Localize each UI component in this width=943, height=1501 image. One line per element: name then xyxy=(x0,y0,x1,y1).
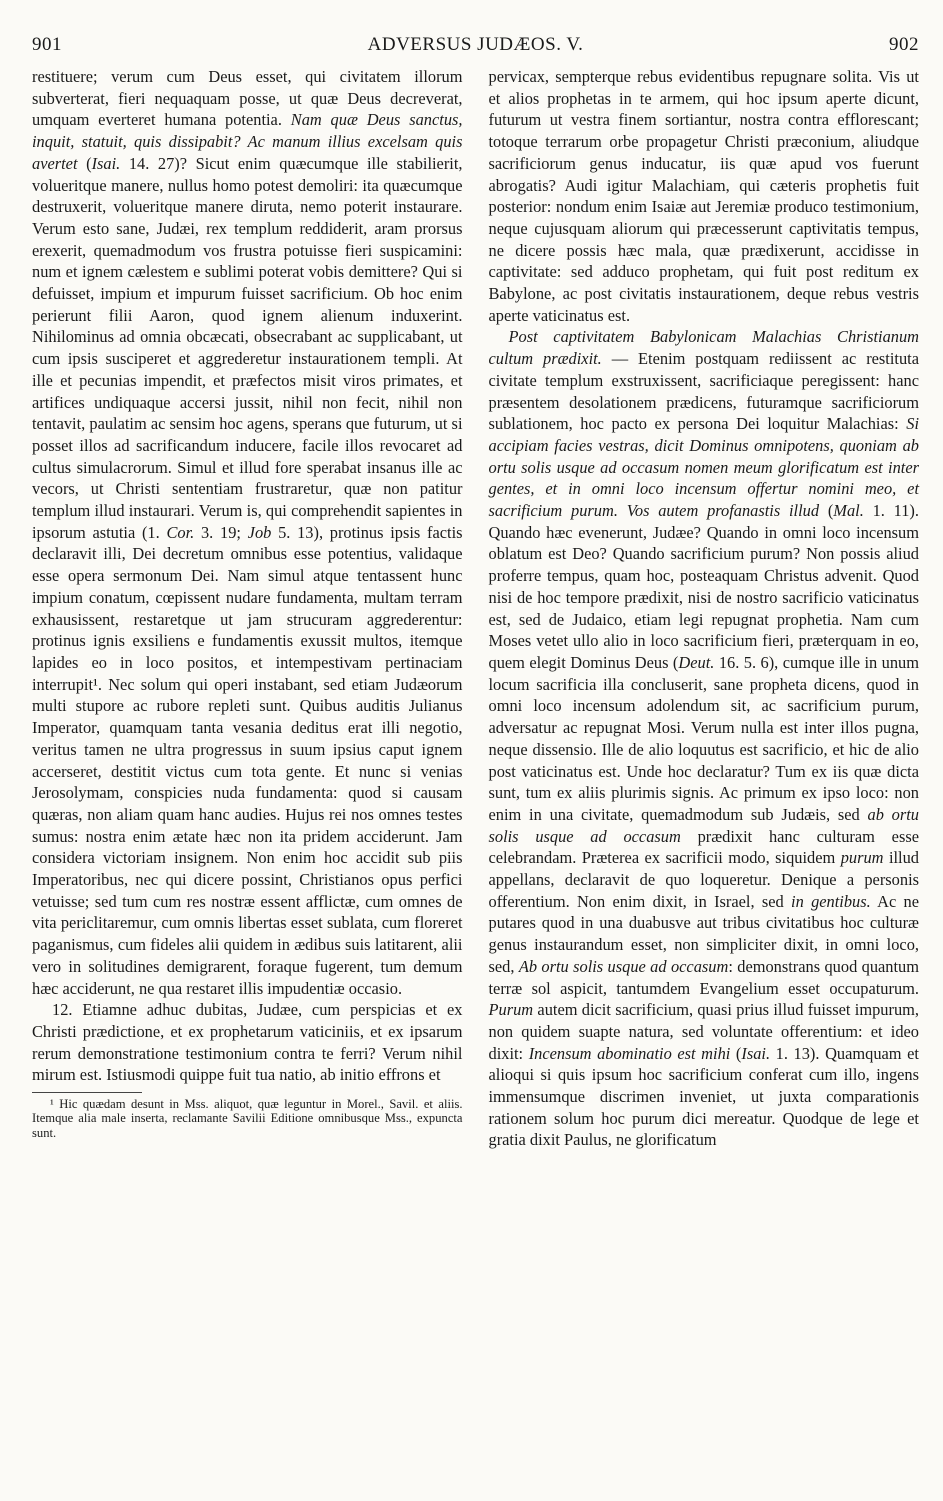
italic-run: Purum xyxy=(488,1000,534,1020)
text-run: restituere; verum cum Deus esset, qui civitatem illorum subverterat, fieri nequaquam posse, ut quæ Deus decreverat, umquam everteret humana potentia. xyxy=(32,67,463,130)
text-run: 12. Etiamne adhuc dubitas, Judæe, cum perspicias et ex Christi prædictione, et ex prophetarum vaticiniis, et ex ipsarum rerum demonstratione testimonium contra te ferri? Verum nihil mirum est. Istiusmodi quippe fuit tua natio, ab initio effrons et xyxy=(32,1000,463,1085)
italic-run: Cor. xyxy=(166,522,195,542)
text-run: Ac ne putares quod in una duabusve aut tribus civitatibus hoc culturæ genus instaurandum esset, non simpliciter dixit, in omni loco, sed, xyxy=(488,891,919,976)
text-run: : demonstrans quod quantum terræ sol aspicit, tantumdem Evangelium esset occupaturum. xyxy=(488,956,919,998)
italic-run: Deut. xyxy=(678,652,715,672)
text-run: 16. 5. 6), cumque ille in unum locum sacrificia illa concluserit, sane propheta dicens, quod in omni loco incensum adolendum sit, ac sacrificium purum, adversatur ac repugnat Mosi. Verum nulla est inter illos pugna, neque dissensio. Ille de alio loquutus est sacrificio, et hic de alio post vaticinatus est. Unde hoc declaratur? Tum ex iis quæ dicta sunt, tum ex aliis plurimis signis. Ac primum ex ipso loco: non enim in una civitate, quemadmodum sub Judæis, sed xyxy=(488,652,920,824)
paragraph xyxy=(32,66,463,999)
paragraph xyxy=(489,66,920,326)
text-run: 14. 27)? Sicut enim quæcumque ille stabilierit, volueritque manere, nullus homo potest demoliri: ita quæcumque destruxerit, volueritque manere diruta, nemo poterit instaurare. Verum esto sane, Judæi, rex templum reddiderit, aram prorsus erexerit, quemadmodum vos frustra potuisse fieri suspicamini: num et ignem cælestem e sublimi poterat vobis demittere? Qui si defuisset, impium et impurum fuisset sacrificium. Ob hoc enim perierunt filii Aaron, quod ignem alienum induxerint. Nihilominus ad omnia obcæcati, obsecrabant ac supplicabant, ut cum ipsis susciperet et aggrederetur instaurationem templi. At ille et pecunias impendit, et præfectos misit viros primates, et artifices undiquaque accersi jussit, nihil non fecit, nihil non tentavit, paulatim ac sensim hoc agens, sperans que futurum, ut si posset illos ad sacrificandum inducere, facile illos revocaret ad cultus simulacrorum. Simul et illud fore sperabat insanus ille ac vecors, ut Christi sententiam frustraretur, quæ non patitur templum illud instaurari. Verum is, qui comprehendit sapientes in ipsorum astutia (1. xyxy=(32,153,463,542)
italic-run: ab ortu solis usque ad occasum xyxy=(488,804,920,846)
italic-run: Nam quæ Deus sanctus, inquit, statuit, quis dissipabit? Ac manum illius excelsam quis avertet xyxy=(32,110,463,173)
page-number-left: 901 xyxy=(32,34,62,55)
left-column xyxy=(32,66,463,1151)
text-run: autem dicit sacrificium, quasi prius illud fuisset impurum, non quidem suapte natura, sed voluntate offerentium: et ideo dixit: xyxy=(488,1000,919,1063)
italic-run: Job xyxy=(247,522,272,542)
text-run: 3. 19; xyxy=(194,522,248,542)
text-run: 1. 13). Quamquam et alioqui si quis ipsum hoc sacrificium conferat cum illo, ingens immensumque discrimen inveniet, ut juxta comparationis rationem solum hoc purum dici mereatur. Quodque de lege et gratia dixit Paulus, ne glorificatum xyxy=(488,1043,919,1150)
italic-run: Post captivitatem Babylonicam Malachias Christianum cultum prædixit. xyxy=(488,327,919,369)
italic-run: Incensum abominatio est mihi xyxy=(528,1043,731,1063)
paragraph-malachias xyxy=(489,326,920,1151)
footnote: ¹ Hic quædam desunt in Mss. aliquot, quæ leguntur in Morel., Savil. et aliis. Itemque alia male inserta, reclamante Savilii Editione omnibusque Mss., expuncta sunt. xyxy=(32,1097,463,1140)
text-run: illud appellans, declaravit de quo loqueretur. Denique a personis offerentium. Non enim dixit, in Israel, sed xyxy=(488,848,919,911)
italic-run: Mal. xyxy=(833,501,864,521)
text-run: — Etenim postquam rediissent ac restituta civitate templum exstruxissent, sacrificiaque peregissent: hanc præsentem desolationem prædicens, futuramque sacrificiorum sublationem, hoc pacto ex persona Dei loquitur Malachias: xyxy=(488,349,919,434)
text-run: ( xyxy=(819,501,834,521)
running-header xyxy=(32,34,919,66)
text-run: 5. 13), protinus ipsis factis declaravit illi, Dei decretum omnibus esse potentius, validaque esse opera sermonum Dei. Nam simul atque tentassent hunc impium conatum, cœpissent nudare fundamenta, multam terram exhausissent, restaretque ut jam strucuram aggrederentur: protinus ignis exsiliens e fundamentis exussit multos, itemque lapides eo in loco positos, et intempestivam pertinaciam interrupit¹. Nec solum qui operi instabant, sed etiam Judæorum multi stupore ac rubore repleti sunt. Quibus auditis Julianus Imperator, quamquam tanta vesania deditus erat illi negotio, veritus tamen ne ultra progressus in suum ipsius caput ignem accerseret, destitit victus cum tota gente. Et nunc si venias Jerosolymam, conspicies nuda fundamenta: quod si causam quæras, non aliam quam hanc audies. Hujus rei nos omnes testes sumus: nostra enim ætate hæc non ita pridem acciderunt. Jam considera victoriam insignem. Non enim hoc accidit sub piis Imperatoribus, nec qui dicere possint, Christianos opus perfici vetuisse; sed tum cum res nostræ essent afflictæ, cum omnes de vita periclitaremur, cum omnis libertas esset sublata, cum floreret paganismus, cum fideles alii quidem in ædibus suis latitarent, alii vero in solitudines demigrarent, foraque fugerent, tum demum hæc acciderunt, ne qua restaret illis impudentiæ occasio. xyxy=(32,522,463,998)
text-run: prædixit hanc culturam esse celebrandam. Præterea ex sacrificii modo, siquidem xyxy=(488,826,919,868)
text-columns xyxy=(32,66,919,1151)
text-run: pervicax, sempterque rebus evidentibus repugnare solita. Vis ut et alios prophetas in te armem, qui hoc ipsum aperte dicunt, futurum ut vestra finem sortiantur, nostra contra efflorescant; totoque terrarum orbe propagetur Christi præconium, aliudque sacrificiorum genus inducatur, iis quæ apud vos fuerunt abrogatis? Audi igitur Malachiam, qui cæteris prophetis fuit posterior: nondum enim Isaiæ aut Jeremiæ produco testimonium, neque cujusquam aliorum qui præcesserunt captivitatis tempus, ne dicere possis hæc mala, quæ prædixerunt, accidisse in captivitate: sed adduco prophetam, qui fuit post reditum ex Babylone, ac post civitatis instaurationem, deque rebus vestris aperte vaticinatus est. xyxy=(488,67,919,325)
italic-run: in gentibus. xyxy=(791,891,871,911)
page-number-right: 902 xyxy=(889,34,919,55)
paragraph-section-12 xyxy=(32,999,463,1086)
italic-run: Isai. xyxy=(91,153,121,173)
text-run: 1. 11). Quando hæc evenerunt, Judæe? Quando in omni loco incensum oblatum est Deo? Quando sacrificium purum? Non possis aliud proferre tempus, quam hoc, posteaquam Christus advenit. Quod nisi de hoc tempore prædixit, nisi de nostro sacrificio vaticinatus est, sed de Judaico, etiam legi repugnat prophetia. Nam cum Moses vetet ullo alio in loco sacrificium fieri, præterquam in eo, quem elegit Dominus Deus ( xyxy=(488,501,919,672)
italic-run: Isai. xyxy=(741,1043,771,1063)
right-column xyxy=(489,66,920,1151)
running-title: ADVERSUS JUDÆOS. V. xyxy=(367,34,584,55)
italic-run: purum xyxy=(840,848,884,868)
text-run: ( xyxy=(77,153,92,173)
footnote-rule xyxy=(32,1092,142,1093)
italic-run: Ab ortu solis usque ad occasum xyxy=(518,956,729,976)
italic-run: Si accipiam facies vestras, dicit Dominus omnipotens, quoniam ab ortu solis usque ad occasum nomen meum glorificatum est inter gentes, et in omni loco incensum offertur nomini meo, et sacrificium purum. Vos autem profanastis illud xyxy=(488,414,919,521)
text-run: ( xyxy=(730,1043,742,1063)
